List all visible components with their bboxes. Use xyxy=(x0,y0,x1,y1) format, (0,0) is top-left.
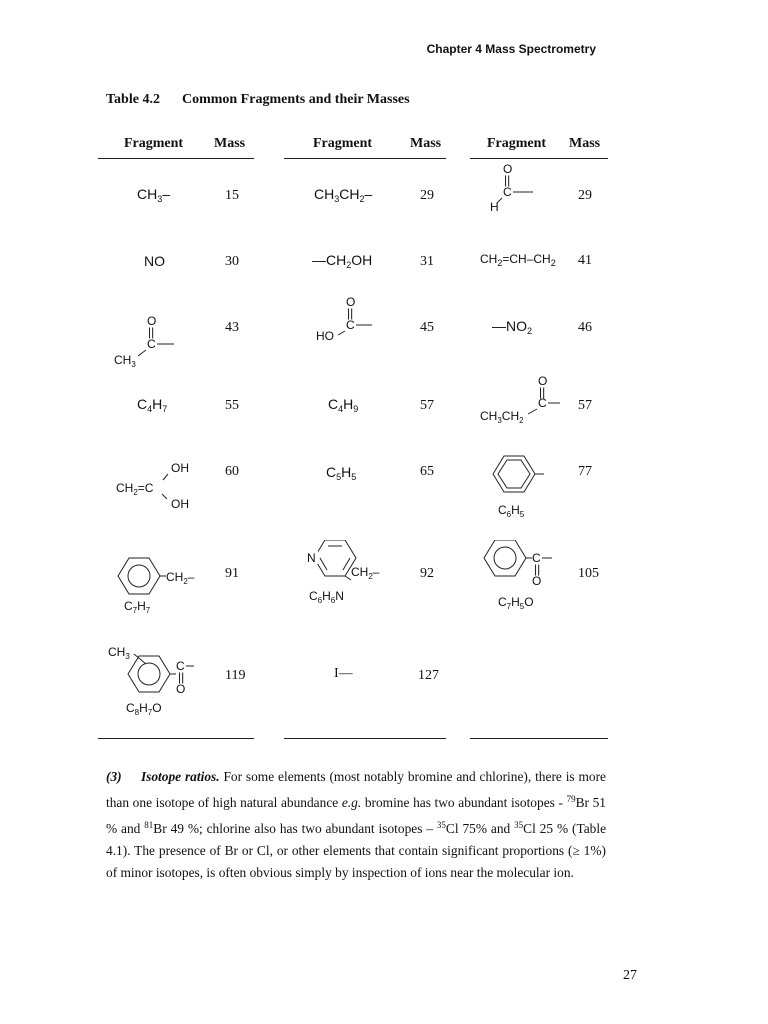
structure-carboxyl xyxy=(316,292,386,348)
svg-text:CH2=C: $CH_2=C$ xyxy=(116,481,154,497)
svg-text:C7H5O: $C_7H_5O$ xyxy=(498,595,534,610)
structure-formyl xyxy=(488,160,548,216)
structure-benzoyl xyxy=(480,540,570,610)
svg-text:C7H7: $C_7H_7$ xyxy=(124,599,151,615)
section-heading: Isotope ratios. xyxy=(140,769,220,784)
mass-value: 31 xyxy=(420,254,434,269)
structure-toluoyl xyxy=(106,644,206,716)
mass-value: 41 xyxy=(578,253,592,268)
body-text: e.g. xyxy=(341,795,362,810)
atom-label: OH xyxy=(171,461,189,475)
atom-label: C xyxy=(176,659,185,673)
mass-value: 57 xyxy=(578,398,592,413)
bond-label: || xyxy=(504,173,511,187)
structure-phenyl xyxy=(478,452,558,522)
header-fragment-3: Fragment xyxy=(487,136,547,151)
structure-pyridylmethyl xyxy=(304,540,404,606)
mass-value: 119 xyxy=(225,668,246,683)
fragment-ch3: $CH_3-$ xyxy=(137,186,171,204)
mass-value: 91 xyxy=(225,566,239,581)
fragment-iodo: I— xyxy=(334,666,353,681)
mass-value: 29 xyxy=(420,188,434,203)
fragment-no: NO xyxy=(144,253,165,269)
body-text: Cl 75% and xyxy=(445,821,515,836)
svg-text:CH2–: $CH_2-$ xyxy=(166,570,195,586)
body-text: Br 51 % and xyxy=(106,795,606,836)
isotope-mass: 35 xyxy=(436,820,446,830)
bond-label: || xyxy=(347,306,354,320)
body-text: bromine has two abundant isotopes - xyxy=(361,795,567,810)
running-head: Chapter 4 Mass Spectrometry xyxy=(426,42,596,56)
table-label: Table 4.2 xyxy=(106,92,160,107)
fragment-no2: $—NO_2$ xyxy=(492,318,533,336)
isotope-mass: 81 xyxy=(144,820,154,830)
bond-label: || xyxy=(148,325,155,339)
mass-value: 55 xyxy=(225,398,239,413)
body-text: Cl 25 % (Table 4.1). The presence of Br or Cl, or other elements that contain significant proportions (≥ 1%) of minor isotopes, is often obvious simply by inspection of ions near the molecular ion. xyxy=(106,821,607,880)
header-fragment-2: Fragment xyxy=(313,136,373,151)
mass-value: 43 xyxy=(225,320,239,335)
atom-label: OH xyxy=(171,497,189,511)
header-mass-1: Mass xyxy=(214,136,246,151)
header-rule-1 xyxy=(98,158,254,159)
fragment-allyl: $CH_2=CH-CH_2$ xyxy=(480,252,556,268)
atom-label: O xyxy=(147,314,157,328)
footer-rule-2 xyxy=(284,738,446,739)
atom-label: HO xyxy=(316,329,334,343)
svg-text:C6H5: $C_6H_5$ xyxy=(498,503,525,519)
atom-label: C xyxy=(538,396,547,410)
atom-label: O xyxy=(346,295,356,309)
mass-value: 77 xyxy=(578,464,592,479)
atom-label: O xyxy=(503,162,513,176)
mass-value: 46 xyxy=(578,320,592,335)
body-text: For some elements (most notably bromine and chlorine), there is more than one isotope of high natural abundance xyxy=(106,769,607,810)
section-label: (3) xyxy=(106,769,122,784)
mass-value: 15 xyxy=(225,188,239,203)
mass-value: 29 xyxy=(578,188,592,203)
structure-acetyl xyxy=(114,312,194,368)
isotope-mass: 35 xyxy=(514,820,524,830)
isotope-mass: 79 xyxy=(566,794,576,804)
atom-label: C xyxy=(503,185,512,199)
svg-text:CH3: $CH_3$ xyxy=(108,645,130,661)
svg-text:CH3CH2: $CH_3CH_2$ xyxy=(480,409,524,425)
structure-enediol xyxy=(116,460,196,516)
structure-benzyl xyxy=(110,554,210,620)
mass-value: 105 xyxy=(578,566,599,581)
isotope-ratios-paragraph xyxy=(106,766,606,884)
atom-label: O xyxy=(538,374,548,388)
table-title: Common Fragments and their Masses xyxy=(181,92,410,107)
mass-value: 65 xyxy=(420,464,434,479)
mass-value: 45 xyxy=(420,320,434,335)
header-rule-2 xyxy=(284,158,446,159)
atom-label: C xyxy=(147,337,156,351)
mass-value: 30 xyxy=(225,254,239,269)
header-fragment-1: Fragment xyxy=(124,136,184,151)
fragment-c4h7: $C_4H_7$ xyxy=(137,396,168,414)
mass-value: 92 xyxy=(420,566,434,581)
header-mass-2: Mass xyxy=(410,136,442,151)
fragment-c4h9: $C_4H_9$ xyxy=(328,396,359,414)
fragment-ch3ch2: $CH_3CH_2-$ xyxy=(314,186,373,204)
header-mass-3: Mass xyxy=(569,136,601,151)
atom-label: O xyxy=(176,682,186,696)
footer-rule-3 xyxy=(470,738,608,739)
atom-label: H xyxy=(490,200,499,214)
mass-value: 57 xyxy=(420,398,434,413)
fragment-c5h5: $C_5H_5$ xyxy=(326,464,357,482)
svg-text:CH3: $CH_3$ xyxy=(114,353,136,368)
atom-label: C xyxy=(346,318,355,332)
bond-label: || xyxy=(539,385,546,399)
structure-propionyl xyxy=(480,372,560,428)
footer-rule-1 xyxy=(98,738,254,739)
fragment-ch2oh: $—CH_2OH$ xyxy=(312,252,373,270)
mass-value: 60 xyxy=(225,464,239,479)
atom-label: O xyxy=(532,574,542,588)
table-caption xyxy=(106,92,410,108)
page-number: 27 xyxy=(623,968,637,983)
body-text: Br 49 %; chlorine also has two abundant isotopes – xyxy=(153,821,437,836)
atom-label: C xyxy=(532,551,541,565)
mass-value: 127 xyxy=(418,668,439,683)
svg-text:C8H7O: $C_8H_7O$ xyxy=(126,701,162,716)
svg-text:CH2–: $CH_2-$ xyxy=(351,565,380,581)
bond-label: || xyxy=(534,562,541,576)
header-rule-3 xyxy=(470,158,608,159)
atom-label: N xyxy=(307,551,316,565)
svg-text:C6H6N: $C_6H_6N$ xyxy=(309,589,344,605)
bond-label: || xyxy=(178,670,185,684)
